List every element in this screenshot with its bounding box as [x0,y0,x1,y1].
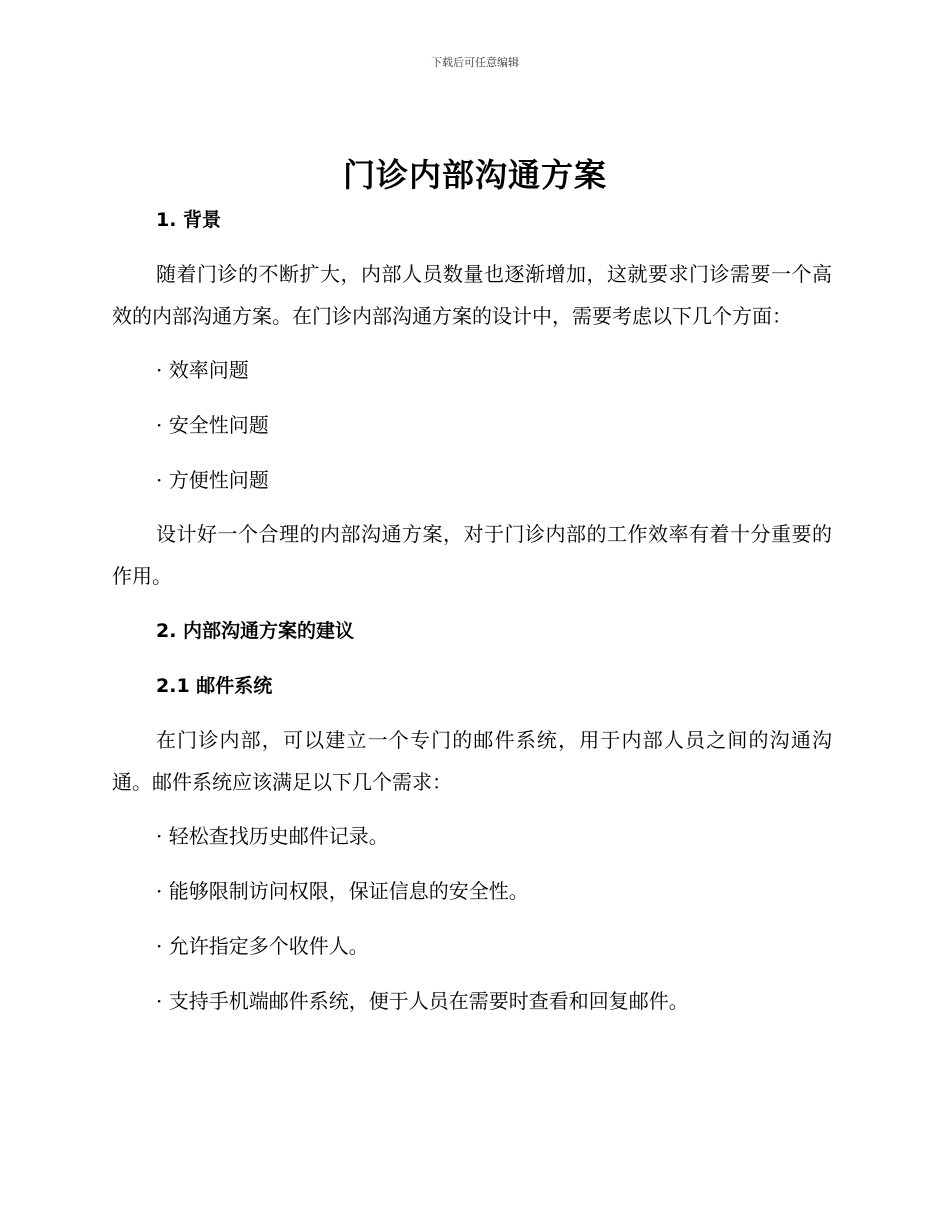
list-item: · 轻松查找历史邮件记录。 [156,824,389,848]
section-heading-background: 1. 背景 [156,209,222,231]
list-item: · 支持手机端邮件系统，便于人员在需要时查看和回复邮件。 [156,989,689,1013]
list-item: · 能够限制访问权限，保证信息的安全性。 [156,879,529,903]
paragraph-background-intro: 随着门诊的不断扩大，内部人员数量也逐渐增加，这就要求门诊需要一个高效的内部沟通方案。在门诊内部沟通方案的设计中，需要考虑以下几个方面： [112,262,832,328]
header-note: 下载后可任意编辑 [431,56,519,69]
list-item: · 允许指定多个收件人。 [156,934,369,958]
section-heading-suggestions: 2. 内部沟通方案的建议 [156,620,355,642]
subsection-heading-email: 2.1 邮件系统 [156,675,273,697]
document-body [112,198,832,1035]
list-item: · 方便性问题 [156,468,269,492]
paragraph-email-system: 在门诊内部，可以建立一个专门的邮件系统，用于内部人员之间的沟通沟通。邮件系统应该满足以下几个需求： [112,728,832,794]
document-title: 门诊内部沟通方案 [342,156,607,194]
list-item: · 安全性问题 [156,413,269,437]
list-item: · 效率问题 [156,358,249,382]
paragraph-background-summary: 设计好一个合理的内部沟通方案，对于门诊内部的工作效率有着十分重要的作用。 [112,522,832,588]
